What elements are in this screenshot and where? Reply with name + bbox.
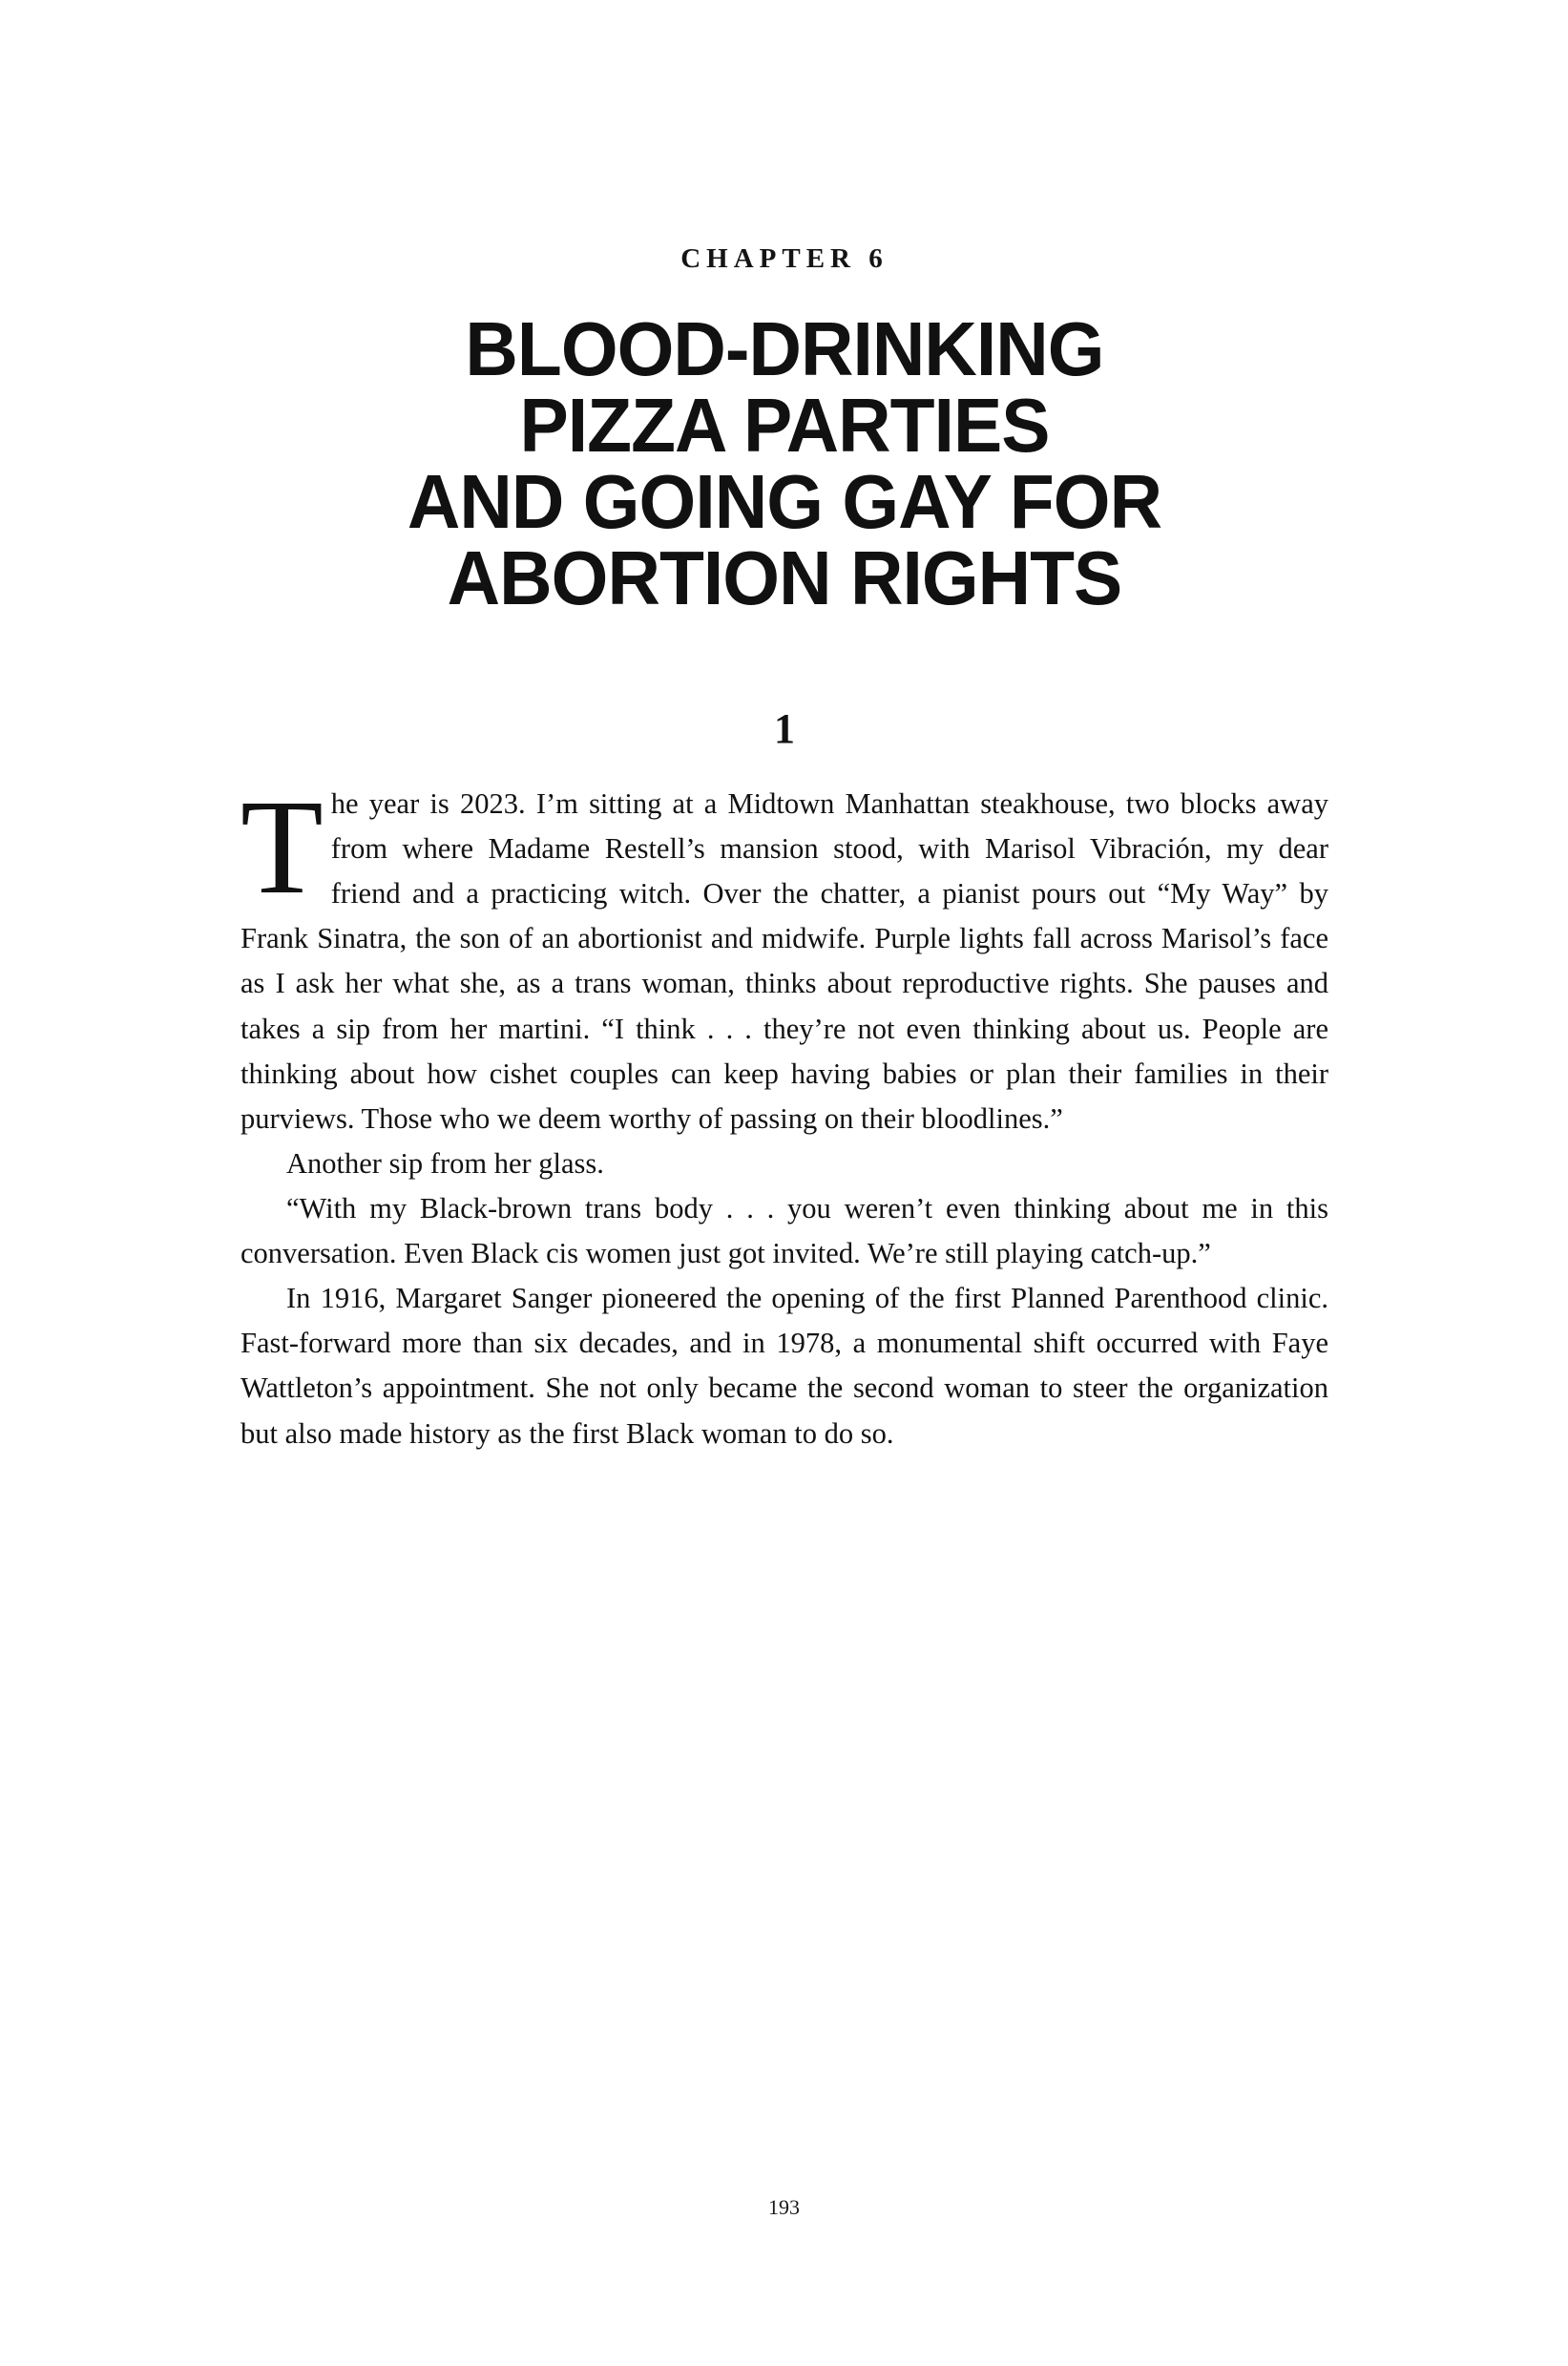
- drop-cap: T: [240, 771, 324, 922]
- chapter-label: CHAPTER 6: [680, 243, 889, 274]
- page-number: 193: [768, 2195, 800, 2219]
- section-number: 1: [774, 705, 795, 752]
- chapter-title-line: BLOOD-DRINKING: [465, 306, 1104, 391]
- chapter-title-line: PIZZA PARTIES: [519, 383, 1050, 468]
- chapter-title: [262, 306, 1307, 620]
- paragraph: “With my Black-brown trans body . . . you weren’t even thinking about me in this conversation. Even Black cis women just got invited. We’re still playing catch-up.”: [240, 1191, 1328, 1270]
- page-content: [240, 0, 1328, 1456]
- paragraph-text: he year is 2023. I’m sitting at a Midtown Manhattan steakhouse, two blocks away from where Madame Restell’s mansion stood, with Marisol Vibración, my dear friend and a practicing witch. Over the chatter, a pianist pours out “My Way” by Frank Sinatra, the son of an abortionist and midwife. Purple lights fall across Marisol’s face as I ask her what she, as a trans woman, thinks about reproductive rights. She pauses and takes a sip from her martini. “I think . . . they’re not even thinking about us. People are thinking about how cishet couples can keep having babies or plan their families in their purviews. Those who we deem worthy of passing on their bloodlines.”: [240, 787, 1328, 1135]
- body-text: [240, 771, 1328, 1456]
- chapter-title-line: ABORTION RIGHTS: [447, 535, 1122, 620]
- paragraph: In 1916, Margaret Sanger pioneered the opening of the first Planned Parenthood clinic. Fast-forward more than six decades, and in 1978, a monumental shift occurred with Faye Wattleton’s appointment. She not only became the second woman to steer the organization but also made history as the first Black woman to do so.: [240, 1282, 1328, 1450]
- chapter-title-line: AND GOING GAY FOR: [407, 459, 1162, 544]
- paragraph: Another sip from her glass.: [286, 1146, 604, 1180]
- paragraph: [240, 771, 1328, 1141]
